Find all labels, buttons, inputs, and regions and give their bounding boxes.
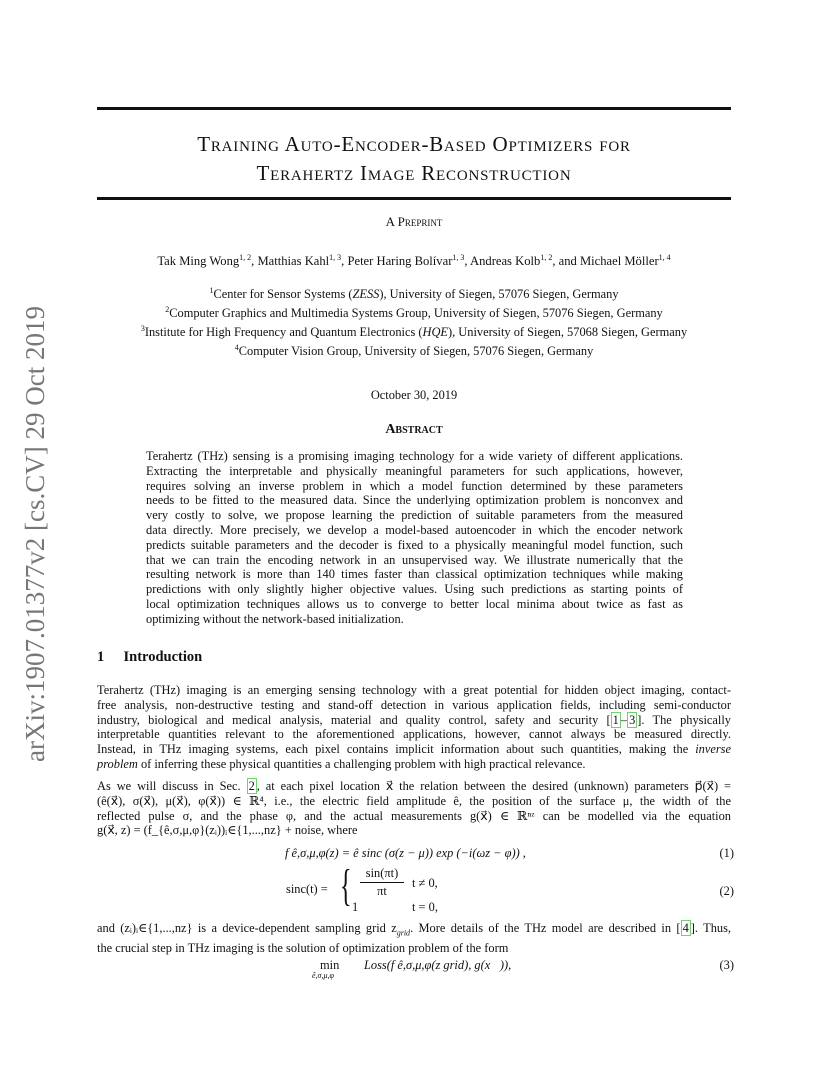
author-name: Michael Möller xyxy=(579,254,659,269)
abstract-line: very costly to solve, we propose learning the prediction of suitable parameters from the measured xyxy=(146,508,683,523)
equation-number: (2) xyxy=(719,884,734,898)
section-reference-link[interactable]: 2 xyxy=(248,779,255,793)
author-affiliation-marker: 1, 4 xyxy=(658,253,671,262)
abstract-line: that we can train the encoding network in an unsupervised way. We illustrate numerically that the xyxy=(146,552,683,567)
preprint-label: A Preprint xyxy=(385,214,443,229)
equation-number: (1) xyxy=(719,846,734,860)
text-line: As we will discuss in Sec. 2 , at each pixel location x⃗ the relation between the desired (unknown) parameters p⃗(x⃗) = xyxy=(97,779,731,793)
abstract-line: local optimization techniques allows us to converge to better local minima about twice as fast as xyxy=(146,596,683,611)
text-line: Terahertz (THz) imaging is an emerging sensing technology with a great potential for hidden object imaging, contact- xyxy=(97,683,731,697)
abstract-line: resulting network is more than 140 times faster than classical optimization techniques while making xyxy=(146,567,683,582)
paper-date: October 30, 2019 xyxy=(370,388,458,402)
title-line-1: Training Auto-Encoder-Based Optimizers for xyxy=(197,132,631,156)
author-affiliation-marker: 1, 3 xyxy=(452,253,465,262)
section-heading xyxy=(97,649,202,666)
abstract-line: requires solving an inverse problem in which a model function determined by these parameters xyxy=(146,478,683,493)
text-line: industry, biological and medical analysis, material and quality control, safety and security [ 1 – 3 ]. The physically xyxy=(97,712,732,727)
citation-link[interactable]: 1 xyxy=(612,712,619,727)
affiliation-line: $^4$Computer Vision Group, University of Siegen, 57076 Siegen, Germany xyxy=(234,343,594,359)
equation-1: f ê,σ,μ,φ(z) = ê sinc (σ(z − μ)) exp (−i(ωz − φ)) , xyxy=(285,846,526,860)
text-line: reflected pulse σ, and the phase φ, and the actual measurements g(x⃗) ∈ ℝⁿᶻ can be modelled via the equation xyxy=(97,808,731,823)
author-name: Matthias Kahl xyxy=(257,254,330,269)
author-list: Tak Ming Wong$^{1, 2}$, Matthias Kahl$^{1, 3}$, Peter Haring Bolívar$^{1, 3}$, Andreas Kolb$^{1, 2}$, and Michael Möller$^{1, 4}$ xyxy=(157,253,671,269)
abstract-line: predicts suitable parameters and the decoder is fixed to a physically meaningful model function, such xyxy=(146,537,683,552)
abstract-line: Extracting the interpretable and physically meaningful parameters for such applications, however, xyxy=(146,463,683,478)
abstract-line: needs to be fitted to the measured data. Since the underlying optimization problem is nonconvex and xyxy=(146,493,683,508)
citation-link[interactable]: 4 xyxy=(682,921,689,935)
equation-2: sinc(t) = { sin(πt) πt t ≠ 0, 1 t = 0, xyxy=(286,861,438,914)
intro-paragraph-1 xyxy=(97,683,731,772)
author-affiliation-marker: 1, 2 xyxy=(540,253,553,262)
text-line: problem of inferring these physical quantities a challenging problem with high practical relevance. xyxy=(97,756,586,771)
affiliation-list xyxy=(97,283,731,360)
equation-3: min ê,σ,μ,φ Loss(f ê,σ,μ,φ(z grid), g(x⃗)), xyxy=(312,958,512,980)
title-bottom-rule xyxy=(97,197,731,200)
author-name: Andreas Kolb xyxy=(470,254,541,269)
author-name: Peter Haring Bolívar xyxy=(347,254,453,269)
abstract-line: data directly. More precisely, we develop a model-based autoencoder in which the encoder network xyxy=(146,522,683,537)
text-line: g(x⃗, z) = (f_{ê,σ,μ,φ}(zᵢ))ᵢ∈{1,...,nz} + noise, where xyxy=(97,823,358,838)
intro-paragraph-3 xyxy=(97,921,731,956)
author-affiliation-marker: 1, 2 xyxy=(239,253,252,262)
section-title: Introduction xyxy=(123,649,203,665)
text-line: (ê(x⃗), σ(x⃗), μ(x⃗), φ(x⃗)) ∈ ℝ⁴, i.e., the electric field amplitude ê, the position of the surface μ, the width of the xyxy=(97,793,731,808)
text-line: free analysis, non-destructive testing and stand-off detection in various application fields, including semi-conductor xyxy=(97,697,731,712)
abstract-line: Terahertz (THz) sensing is a promising imaging technology for a wide variety of different applications. xyxy=(146,449,683,463)
section-number: 1 xyxy=(97,649,105,665)
arxiv-identifier: arXiv:1907.01377v2 [cs.CV] 29 Oct 2019 xyxy=(20,306,50,762)
affiliation-line: $^1$Center for Sensor Systems (ZESS), University of Siegen, 57076 Siegen, Germany xyxy=(209,286,619,302)
paper-title xyxy=(97,130,731,188)
text-line: Instead, in THz imaging systems, each pixel contains implicit information about such quantities, making the inverse xyxy=(97,742,731,757)
affiliation-line: $^3$Institute for High Frequency and Quantum Electronics (HQE), University of Siegen, 57068 Siegen, Germany xyxy=(140,324,688,340)
abstract-line: predictions with only slightly higher objective values. Using such predictions as starting points of xyxy=(146,582,683,597)
text-line: the crucial step in THz imaging is the solution of optimization problem of the form xyxy=(97,941,509,956)
abstract-text xyxy=(146,449,683,627)
equation-number: (3) xyxy=(719,958,734,972)
author-affiliation-marker: 1, 3 xyxy=(329,253,342,262)
intro-paragraph-2 xyxy=(97,779,731,838)
arxiv-sidebar xyxy=(16,292,56,762)
author-name: Tak Ming Wong xyxy=(157,254,240,269)
title-top-rule xyxy=(97,107,731,110)
text-line: and (zᵢ)ᵢ∈{1,...,nz} is a device-dependent sampling grid $z_{grid}$. More details of the THz model are described in [ 4 ]. Thus, xyxy=(97,921,732,938)
title-line-2: Terahertz Image Reconstruction xyxy=(256,161,572,185)
citation-link[interactable]: 3 xyxy=(629,712,636,727)
affiliation-line: $^2$Computer Graphics and Multimedia Systems Group, University of Siegen, 57076 Siegen, Germany xyxy=(165,305,663,321)
abstract-heading: Abstract xyxy=(385,422,443,437)
text-line: interpretable quantities relevant to the aforementioned applications, however, cannot always be measured directly. xyxy=(97,727,731,742)
abstract-line: optimizing without the network-based initialization. xyxy=(146,611,404,626)
